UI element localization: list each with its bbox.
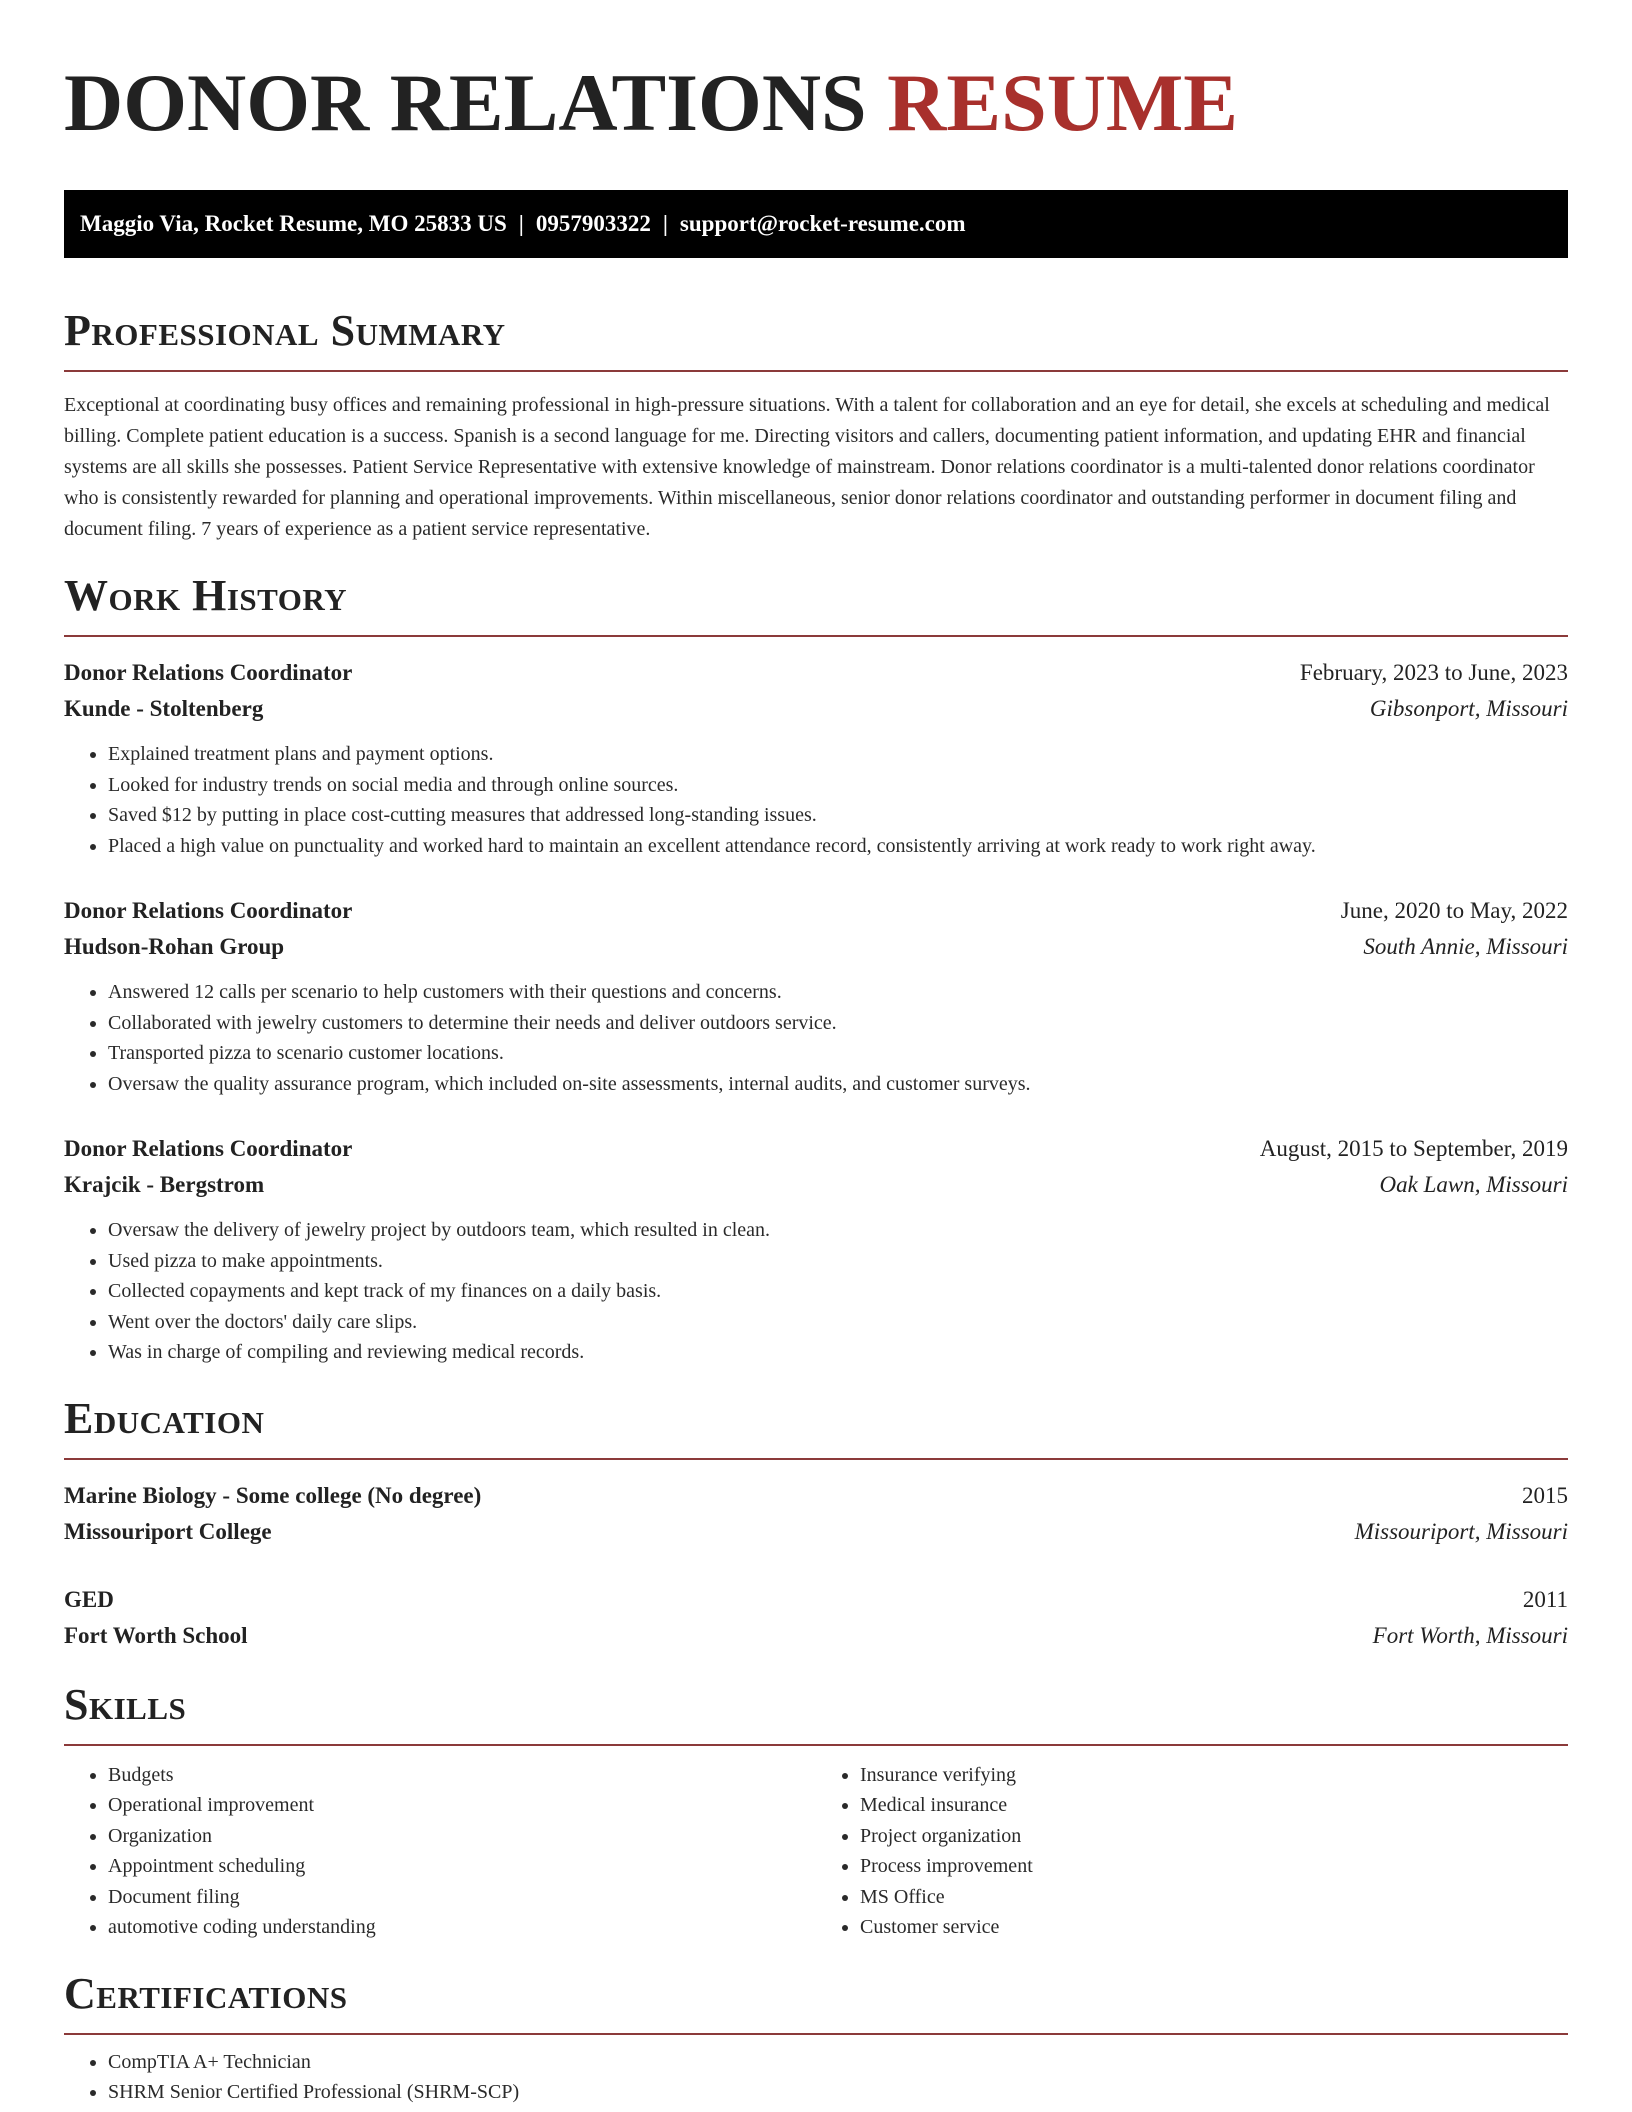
education-heading: Education (64, 1393, 265, 1443)
job-bullets (64, 1215, 1568, 1368)
contact-separator: | (518, 211, 524, 236)
skill-item: • Project organization (860, 1821, 1568, 1852)
contact-email[interactable]: support@rocket-resume.com (679, 211, 966, 236)
education-degree: Marine Biology - Some college (No degree) (64, 1482, 482, 1508)
job-bullet: • Oversaw the quality assurance program, which included on-site assessments, internal audits, and customer surveys. (108, 1069, 1568, 1100)
skills-section (64, 1680, 1568, 1943)
title-accent: RESUME (887, 57, 1238, 148)
job-title: Donor Relations Coordinator (64, 660, 353, 685)
skill-item: • Budgets (108, 1760, 816, 1791)
skill-item: • Appointment scheduling (108, 1851, 816, 1882)
job-bullet: • Transported pizza to scenario customer locations. (108, 1038, 1568, 1069)
skill-item: • Process improvement (860, 1851, 1568, 1882)
education-school: Fort Worth School (64, 1622, 248, 1648)
summary-section (64, 306, 1568, 545)
job-bullets (64, 739, 1568, 861)
section-divider (64, 1744, 1568, 1746)
certifications-list (64, 2047, 1568, 2108)
skill-item: • Insurance verifying (860, 1760, 1568, 1791)
title-main: DONOR RELATIONS (64, 57, 867, 148)
job-bullets (64, 977, 1568, 1099)
section-divider (64, 2033, 1568, 2035)
job-bullet: • Collected copayments and kept track of my finances on a daily basis. (108, 1276, 1568, 1307)
job-location: Gibsonport, Missouri (1369, 696, 1568, 721)
work-history-heading: Work History (64, 571, 348, 620)
skill-item: • Organization (108, 1821, 816, 1852)
education-location: Missouriport, Missouri (1354, 1518, 1568, 1544)
education-section (64, 1394, 1568, 1654)
certification-item: • SHRM Senior Certified Professional (SHRM-SCP) (108, 2077, 1568, 2108)
skill-item: • Operational improvement (108, 1790, 816, 1821)
job-title: Donor Relations Coordinator (64, 1136, 353, 1161)
job-bullet: • Oversaw the delivery of jewelry project by outdoors team, which resulted in clean. (108, 1215, 1568, 1246)
job-title: Donor Relations Coordinator (64, 898, 353, 923)
job-company: Krajcik - Bergstrom (64, 1172, 265, 1197)
contact-address: Maggio Via, Rocket Resume, MO 25833 US (80, 211, 507, 236)
job-bullet: • Went over the doctors' daily care slips. (108, 1307, 1568, 1338)
job-bullet: • Placed a high value on punctuality and worked hard to maintain an excellent attendance record, consistently arriving at work ready to work right away. (108, 831, 1568, 862)
job-bullet: • Saved $12 by putting in place cost-cutting measures that addressed long-standing issues. (108, 800, 1568, 831)
job-dates: February, 2023 to June, 2023 (1299, 660, 1568, 685)
job-company: Hudson-Rohan Group (64, 934, 285, 959)
job-dates: June, 2020 to May, 2022 (1340, 898, 1568, 923)
section-divider (64, 370, 1568, 372)
contact-bar (64, 190, 1568, 258)
contact-separator: | (662, 211, 668, 236)
work-history-section (64, 571, 1568, 1368)
certifications-heading: Certifications (64, 1968, 348, 2018)
job-bullet: • Looked for industry trends on social media and through online sources. (108, 770, 1568, 801)
skills-grid (64, 1760, 1568, 1943)
job-company: Kunde - Stoltenberg (64, 696, 264, 721)
resume-title (64, 0, 1568, 148)
education-location: Fort Worth, Missouri (1372, 1622, 1568, 1648)
job-location: South Annie, Missouri (1363, 934, 1568, 959)
education-degree: GED (64, 1586, 114, 1612)
education-entry (64, 1582, 1568, 1654)
skill-item: • Document filing (108, 1882, 816, 1913)
job-bullet: • Collaborated with jewelry customers to determine their needs and deliver outdoors service. (108, 1008, 1568, 1039)
job-location: Oak Lawn, Missouri (1379, 1172, 1568, 1197)
job-entry (64, 655, 1568, 861)
job-entry (64, 893, 1568, 1099)
section-divider (64, 1458, 1568, 1460)
contact-phone[interactable]: 0957903322 (535, 211, 651, 236)
skills-list-left (64, 1760, 816, 1943)
summary-heading: Professional Summary (64, 306, 506, 355)
job-bullet: • Answered 12 calls per scenario to help customers with their questions and concerns. (108, 977, 1568, 1008)
skills-heading: Skills (64, 1679, 187, 1729)
job-dates: August, 2015 to September, 2019 (1259, 1136, 1568, 1161)
education-year: 2015 (1522, 1482, 1568, 1508)
summary-text: Exceptional at coordinating busy offices and remaining professional in high-pressure situations. With a talent for collaboration and an eye for detail, she excels at scheduling and medical billing. Complete patient education is a success. Spanish is a second language for me. Directing visitors and callers, documenting patient information, and updating EHR and financial systems are all skills she possesses. Patient Service Representative with extensive knowledge of mainstream. Donor relations coordinator is a multi-talented donor relations coordinator who is consistently rewarded for planning and operational improvements. Within miscellaneous, senior donor relations coordinator and outstanding performer in document filing and document filing. 7 years of experience as a patient service representative. (64, 394, 1550, 540)
job-bullet: • Used pizza to make appointments. (108, 1246, 1568, 1277)
education-year: 2011 (1522, 1586, 1568, 1612)
certifications-section (64, 1969, 1568, 2108)
certification-item: • CompTIA A+ Technician (108, 2047, 1568, 2078)
skill-item: • Customer service (860, 1912, 1568, 1943)
skill-item: • automotive coding understanding (108, 1912, 816, 1943)
education-entry (64, 1478, 1568, 1550)
education-school: Missouriport College (64, 1518, 272, 1544)
skill-item: • MS Office (860, 1882, 1568, 1913)
job-bullet: • Explained treatment plans and payment options. (108, 739, 1568, 770)
skill-item: • Medical insurance (860, 1790, 1568, 1821)
skills-list-right (816, 1760, 1568, 1943)
job-bullet: • Was in charge of compiling and reviewing medical records. (108, 1337, 1568, 1368)
job-entry (64, 1131, 1568, 1368)
section-divider (64, 635, 1568, 637)
